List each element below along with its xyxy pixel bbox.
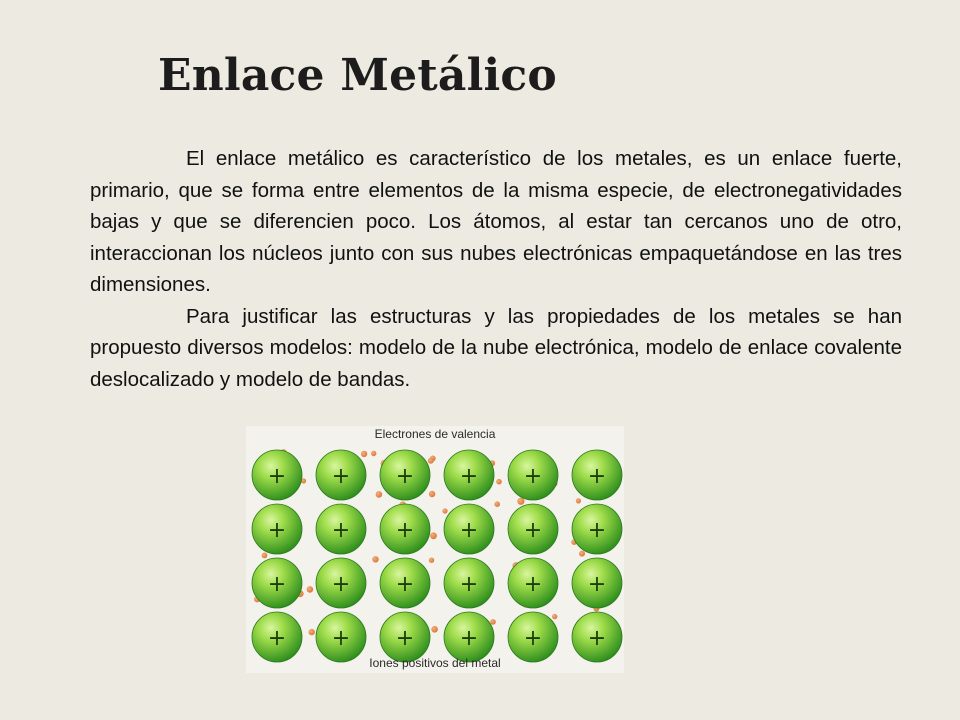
ion-plus-sign: + [459,464,479,489]
valence-electron [309,629,315,635]
valence-electron [428,458,434,464]
metal-ion [380,558,430,608]
metal-ion [252,450,302,500]
metal-ion [316,450,366,500]
ion-plus-sign: + [267,518,287,543]
metal-ion [380,504,430,554]
valence-electron [579,551,585,557]
ion-plus-sign: + [331,464,351,489]
ion-plus-sign: + [267,572,287,597]
metal-ion [508,504,558,554]
valence-electron [490,619,496,625]
metal-ion [444,558,494,608]
valence-electron [517,498,524,505]
valence-electron [307,586,314,593]
ion-plus-sign: + [459,572,479,597]
valence-electron [262,553,268,559]
ion-plus-sign: + [267,464,287,489]
valence-electron [496,479,502,485]
metal-ion [572,612,622,662]
metal-ion [508,450,558,500]
metal-ion [316,612,366,662]
ion-plus-sign: + [523,626,543,651]
ion-plus-sign: + [459,518,479,543]
metal-ion [252,504,302,554]
metal-ion [380,450,430,500]
metal-ion [252,558,302,608]
slide-body [90,143,902,395]
ion-plus-sign: + [395,464,415,489]
valence-electron [576,498,581,503]
figure-label-valence-electrons: Electrones de valencia [374,427,496,441]
ion-plus-sign: + [331,572,351,597]
valence-electron [371,451,376,456]
ion-plus-sign: + [267,626,287,651]
valence-electron [552,614,557,619]
valence-electron [494,501,500,507]
ion-plus-sign: + [523,572,543,597]
metal-ion [380,612,430,662]
ion-plus-sign: + [331,626,351,651]
metal-ion [316,504,366,554]
figure-label-metal-ions: Iones positivos del metal [369,656,501,670]
metal-ion [316,558,366,608]
ion-plus-sign: + [395,626,415,651]
valence-electron [429,491,435,497]
valence-electron [431,626,438,633]
metal-ion [572,450,622,500]
metal-ion [444,504,494,554]
ion-plus-sign: + [523,464,543,489]
ion-lattice-diagram [246,426,624,673]
valence-electron [376,491,383,498]
ion-plus-sign: + [587,518,607,543]
paragraph-2: Para justificar las estructuras y las propiedades de los metales se han propuesto diversos modelos: modelo de la nube electrónica, modelo de enlace covalente deslocalizado y modelo de bandas. [90,304,902,391]
valence-electron [429,558,434,563]
ion-plus-sign: + [587,464,607,489]
metal-ion [444,450,494,500]
slide-title: Enlace Metálico [158,50,557,101]
valence-electron [372,556,378,562]
ion-plus-sign: + [587,572,607,597]
metal-ion [572,558,622,608]
metal-ion [508,612,558,662]
ion-plus-sign: + [523,518,543,543]
metal-ion [508,558,558,608]
metal-ion [252,612,302,662]
metal-ion [444,612,494,662]
ion-plus-sign: + [587,626,607,651]
metal-ion [572,504,622,554]
ion-plus-sign: + [331,518,351,543]
valence-electron [442,508,447,513]
ion-plus-sign: + [395,518,415,543]
paragraph-1: El enlace metálico es característico de los metales, es un enlace fuerte, primario, que se forma entre elementos de la misma especie, de electronegatividades bajas y que se diferencien poco. Los átomos, al estar tan cercanos uno de otro, interaccionan los núcleos junto con sus nubes electrónicas empaquetándose en las tres dimensiones. [90,147,902,296]
valence-electron [430,532,437,539]
metallic-bond-figure [246,426,624,673]
valence-electron [361,451,367,457]
ion-plus-sign: + [459,626,479,651]
ion-plus-sign: + [395,572,415,597]
